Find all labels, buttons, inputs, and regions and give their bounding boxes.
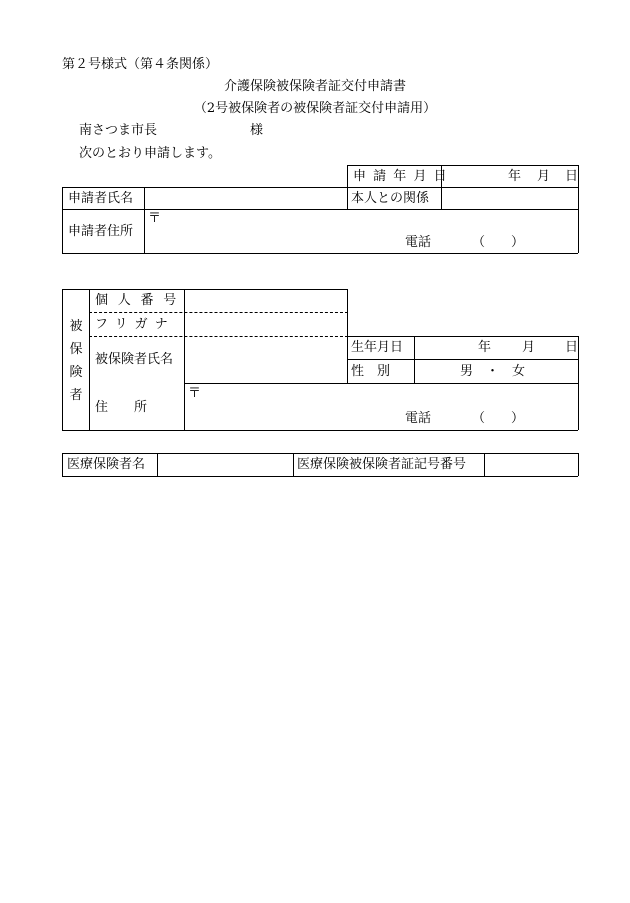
application-date-month: 月 [537, 169, 551, 184]
insured-phone-parens: （ ） [472, 411, 525, 426]
personal-number-label: 個人番号 [95, 293, 187, 308]
applicant-phone-parens: （ ） [472, 235, 525, 250]
insured-name-label: 被保険者氏名 [95, 352, 174, 367]
intro-text: 次のとおり申請します。 [79, 146, 221, 161]
furigana-label: フリガナ [95, 317, 175, 332]
birth-date-month: 月 [522, 340, 536, 355]
form-number: 第２号様式（第４条関係） [62, 57, 219, 72]
form-title: 介護保険被保険者証交付申請書 [223, 79, 406, 94]
medical-insurer-label: 医療保険者名 [67, 457, 146, 472]
applicant-postal-mark: 〒 [148, 211, 162, 226]
applicant-phone-label: 電話 [405, 235, 432, 250]
application-date-day: 日 [565, 169, 579, 184]
relation-label: 本人との関係 [351, 191, 430, 206]
birth-date-day: 日 [565, 340, 579, 355]
insured-phone-label: 電話 [405, 411, 432, 426]
insurance-card-number-label: 医療保険被保険者証記号番号 [297, 457, 467, 472]
insured-side-label: 被 保 険 者 [69, 319, 83, 403]
applicant-name-label: 申請者氏名 [68, 191, 134, 206]
application-date-year: 年 [508, 169, 522, 184]
insured-postal-mark: 〒 [188, 386, 202, 401]
form-subtitle: （2号被保険者の被保険者証交付申請用） [193, 101, 437, 116]
sex-label: 性 別 [351, 364, 391, 379]
birth-date-year: 年 [478, 340, 492, 355]
addressee-mayor: 南さつま市長 [79, 123, 158, 138]
insured-address-label: 住 所 [95, 400, 148, 415]
birth-date-label: 生年月日 [351, 340, 404, 355]
application-date-label: 申請年月日 [353, 169, 454, 184]
sex-options: 男 ・ 女 [460, 364, 526, 379]
applicant-address-label: 申請者住所 [68, 224, 134, 239]
addressee-honorific: 様 [250, 123, 264, 138]
